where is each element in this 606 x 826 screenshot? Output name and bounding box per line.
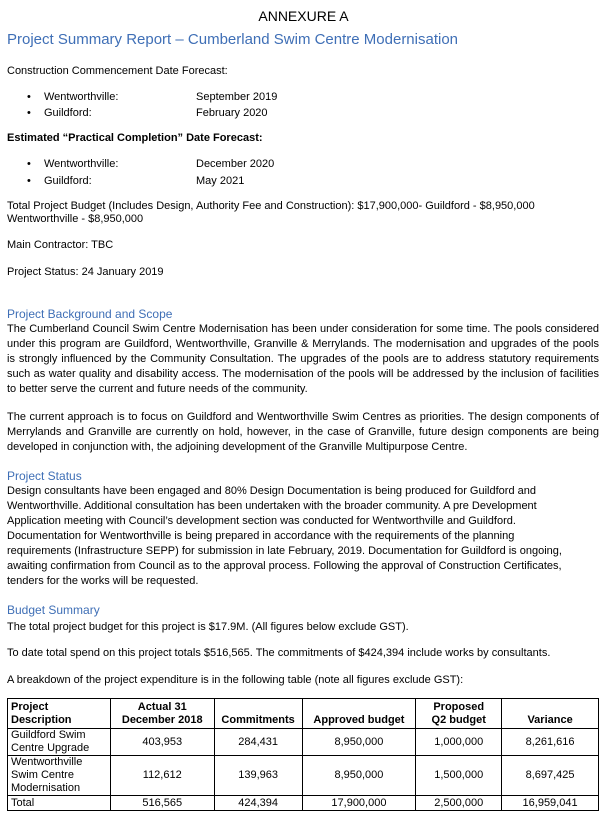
site-name: Guildford: [44, 107, 92, 119]
status-line: requirements (Infrastructure SEPP) for submission in late February, 2019. Documentation for Guildford is ongoing, [7, 545, 562, 557]
background-paragraph-1: The Cumberland Council Swim Centre Modernisation has been under consideration for some time. The pools considered under this program are Guildford, Wentworthville, Granville & Merrylands. The modernisation and upgrades of the pools is strongly influenced by the Community Consultation. The upgrades of the pools are to address statutory requirements such as water quality and disability access. The modernisation of the pools will be addressed by the inclusion of facilities to better serve the current and future needs of the community. [7, 323, 599, 395]
actual-cell: 112,612 [110, 756, 214, 796]
status-line: Documentation for Wentworthville is being prepared in accordance with the requirements of the planning [7, 530, 515, 542]
variance-cell: 8,697,425 [502, 756, 599, 796]
background-paragraph-2: The current approach is to focus on Guildford and Wentworthville Swim Centres as priorities. The design components of Merrylands and Granville are currently on hold, however, in the case of Granville, future design components are being developed in conjunction with, the adjoining development of the Granville Multipurpose Centre. [7, 411, 599, 453]
actual-cell: 516,565 [110, 796, 214, 811]
proposed-budget-cell: 1,500,000 [416, 756, 502, 796]
proposed-budget-cell: 1,000,000 [416, 729, 502, 756]
budget-summary-line: To date total spend on this project totals $516,565. The commitments of $424,394 include works by consultants. [7, 647, 551, 659]
site-name: Guildford: [44, 175, 92, 187]
site-name: Wentworthville: [44, 158, 119, 170]
total-budget-line-cont: Wentworthville - $8,950,000 [7, 213, 144, 225]
table-row [8, 756, 599, 796]
row-description: Total [8, 796, 111, 811]
main-contractor: Main Contractor: TBC [7, 239, 114, 251]
commitments-cell: 284,431 [214, 729, 302, 756]
site-name: Wentworthville: [44, 91, 119, 103]
bullet: • [27, 158, 31, 170]
column-header: Actual 31 December 2018 [110, 699, 214, 729]
annexure-label: ANNEXURE A [258, 8, 349, 24]
bullet: • [27, 91, 31, 103]
variance-cell: 8,261,616 [502, 729, 599, 756]
completion-label: Estimated “Practical Completion” Date Forecast: [7, 132, 263, 144]
site-date: February 2020 [196, 107, 268, 119]
budget-summary-heading: Budget Summary [7, 603, 100, 617]
site-date: September 2019 [196, 91, 278, 103]
status-heading: Project Status [7, 469, 82, 483]
page-title: Project Summary Report – Cumberland Swim Centre Modernisation [7, 31, 459, 48]
column-header: Project Description [8, 699, 111, 729]
commitments-cell: 424,394 [214, 796, 302, 811]
status-line: Wentworthville. Additional consultation has been undertaken with the broader community. A pre Development [7, 500, 537, 512]
column-header: Commitments [214, 699, 302, 729]
proposed-budget-cell: 2,500,000 [416, 796, 502, 811]
background-heading: Project Background and Scope [7, 307, 173, 321]
approved-budget-cell: 17,900,000 [302, 796, 416, 811]
row-description: Guildford Swim Centre Upgrade [8, 729, 111, 756]
approved-budget-cell: 8,950,000 [302, 756, 416, 796]
variance-cell: 16,959,041 [502, 796, 599, 811]
row-description: Wentworthville Swim Centre Modernisation [8, 756, 111, 796]
project-status-date: Project Status: 24 January 2019 [7, 266, 164, 278]
site-date: December 2020 [196, 158, 275, 170]
site-date: May 2021 [196, 175, 245, 187]
status-paragraph [7, 484, 599, 589]
status-line: tenders for the works will be requested. [7, 575, 199, 587]
column-header: Proposed Q2 budget [416, 699, 502, 729]
approved-budget-cell: 8,950,000 [302, 729, 416, 756]
actual-cell: 403,953 [110, 729, 214, 756]
status-line: Application meeting with Council’s development section was conducted for Wentworthville and Guildford. [7, 515, 516, 527]
table-row [8, 729, 599, 756]
status-line: Design consultants have been engaged and 80% Design Documentation is being produced for Guildford and [7, 485, 536, 497]
commencement-label: Construction Commencement Date Forecast: [7, 65, 228, 77]
commitments-cell: 139,963 [214, 756, 302, 796]
bullet: • [27, 175, 31, 187]
column-header: Approved budget [302, 699, 416, 729]
status-line: awaiting confirmation from Council as to the approval process. Following the approval of Construction Certificates, [7, 560, 562, 572]
expenditure-table [7, 698, 599, 811]
budget-summary-line: The total project budget for this project is $17.9M. (All figures below exclude GST). [7, 621, 409, 633]
column-header: Variance [502, 699, 599, 729]
bullet: • [27, 107, 31, 119]
total-budget-line: Total Project Budget (Includes Design, Authority Fee and Construction): $17,900,000- Guildford - $8,950,000 [7, 200, 535, 212]
budget-summary-line: A breakdown of the project expenditure is in the following table (note all figures exclude GST): [7, 674, 464, 686]
table-header-row [8, 699, 599, 729]
table-total-row [8, 796, 599, 811]
